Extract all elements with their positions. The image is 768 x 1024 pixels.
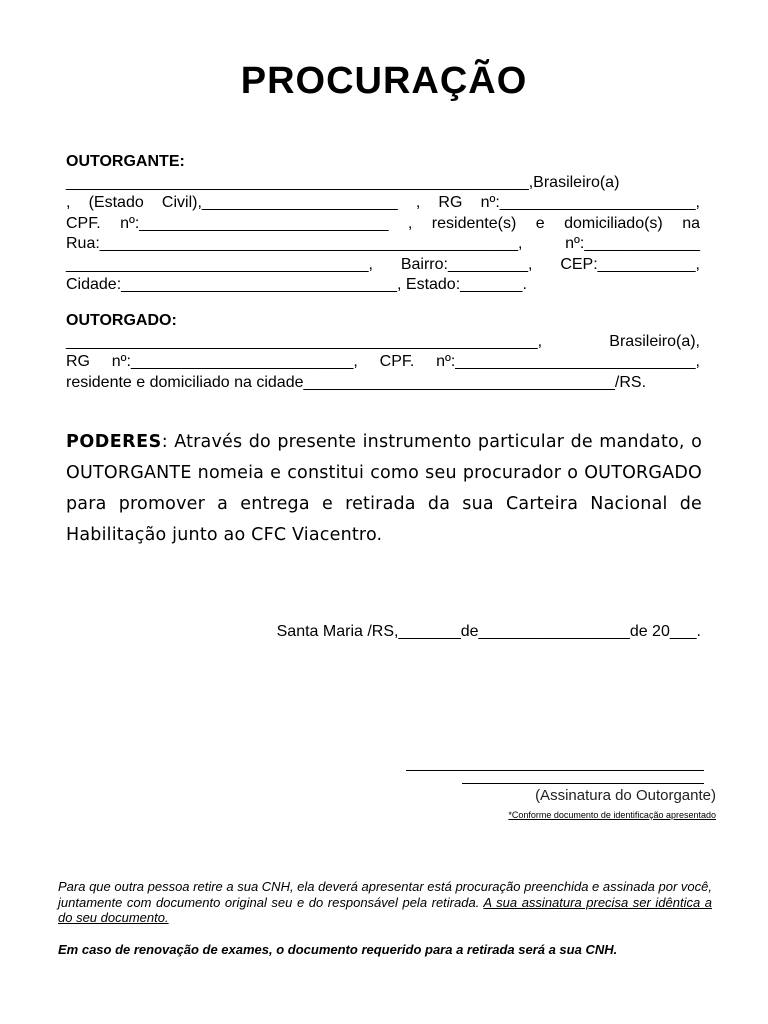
outorgante-line-6: Cidade:_______________________________, Estado:_______. <box>66 276 527 293</box>
footer-note-underlined: A sua assinatura precisa ser idêntica a do seu documento. <box>58 894 712 925</box>
outorgante-heading: OUTORGANTE: <box>66 153 185 170</box>
signature-caption: (Assinatura do Outorgante) <box>535 787 716 804</box>
outorgante-section <box>66 152 700 296</box>
poderes-label: PODERES <box>66 432 162 452</box>
date-line: Santa Maria /RS,_______de_________________de 20___. <box>276 623 701 640</box>
footer-note-text: Para que outra pessoa retire a sua CNH, ela deverá apresentar está procuração preenchida e assinada por você, juntamente com documento original seu e do responsável pela retirada. <box>58 879 712 910</box>
outorgante-line-2: , (Estado Civil),______________________ , RG nº:______________________, <box>66 194 700 211</box>
outorgado-line-3: residente e domiciliado na cidade___________________________________/RS. <box>66 373 647 391</box>
outorgante-line-3: CPF. nº:____________________________ , residente(s) e domiciliado(s) na <box>66 214 700 232</box>
outorgante-line-1: ____________________________________________________,Brasileiro(a) <box>66 173 620 191</box>
poderes-paragraph <box>66 427 702 551</box>
outorgante-line-5: __________________________________, Bairro:_________, CEP:___________, <box>66 255 700 273</box>
outorgado-line-2: RG nº:_________________________, CPF. nº:___________________________, <box>66 353 700 370</box>
outorgado-heading: OUTORGADO: <box>66 312 177 329</box>
outorgado-section <box>66 311 700 393</box>
signature-line <box>406 770 704 771</box>
outorgado-line-1: _____________________________________________________, Brasileiro(a), <box>66 332 700 350</box>
signature-note: *Conforme documento de identificação apresentado <box>508 810 716 820</box>
footer-renewal-note: Em caso de renovação de exames, o documento requerido para a retirada será a sua CNH. <box>58 942 618 957</box>
outorgante-line-4: Rua:_______________________________________________, nº:_____________ <box>66 235 700 252</box>
footer-note <box>58 879 712 926</box>
document-title: PROCURAÇÃO <box>240 60 528 102</box>
signature-line-2 <box>462 783 704 784</box>
poderes-text: : Através do presente instrumento particular de mandato, o OUTORGANTE nomeia e constitui como seu procurador o OUTORGADO para promover a entrega e retirada da sua Carteira Nacional de Habilitação junto ao CFC Viacentro. <box>66 432 702 545</box>
